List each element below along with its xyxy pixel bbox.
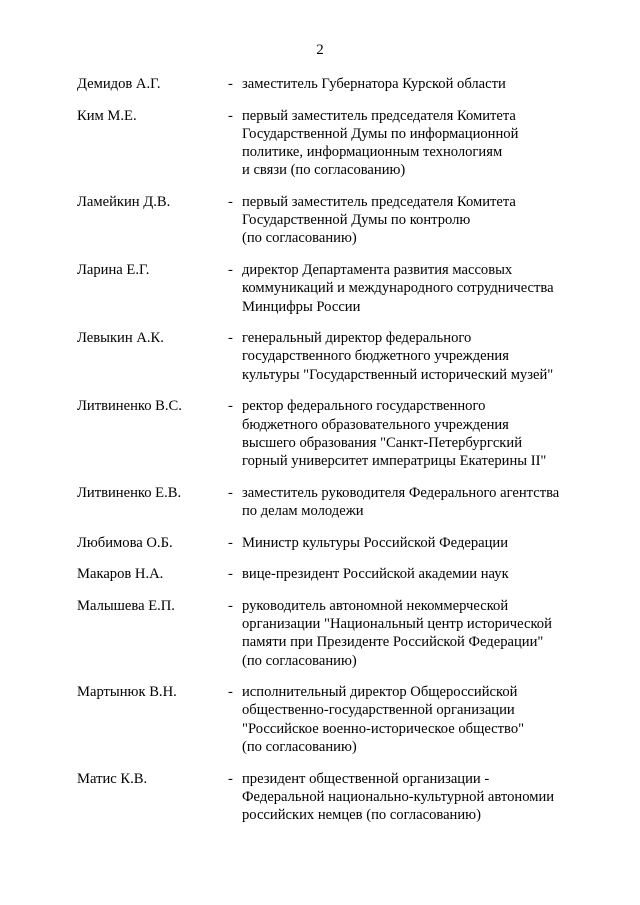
position-line: руководитель автономной некоммерческой xyxy=(242,597,509,614)
position-line: Федеральной национально-культурной автономии xyxy=(242,788,555,805)
position-line: культуры "Государственный исторический музей" xyxy=(242,366,554,383)
member-name: Макаров Н.А. xyxy=(77,566,164,583)
member-position xyxy=(242,107,587,180)
position-line: государственного бюджетного учреждения xyxy=(242,348,509,365)
position-line: бюджетного образовательного учреждения xyxy=(242,416,509,433)
list-item xyxy=(0,107,640,180)
separator-dash: - xyxy=(228,107,233,124)
position-line: коммуникаций и международного сотрудничества xyxy=(242,280,554,297)
position-line: заместитель руководителя Федерального агентства xyxy=(242,484,560,501)
list-item xyxy=(0,770,640,825)
member-position xyxy=(242,261,587,316)
position-line: первый заместитель председателя Комитета xyxy=(242,194,516,211)
member-position xyxy=(242,329,587,384)
list-item xyxy=(0,329,640,384)
member-name: Литвиненко В.С. xyxy=(77,398,182,415)
member-position xyxy=(242,565,587,583)
position-line: Министр культуры Российской Федерации xyxy=(242,534,509,551)
position-line: (по согласованию) xyxy=(242,738,357,755)
member-name: Ларина Е.Г. xyxy=(77,262,150,279)
member-name: Ким М.Е. xyxy=(77,107,137,124)
position-line: Государственной Думы по контролю xyxy=(242,212,471,229)
member-name: Демидов А.Г. xyxy=(77,76,161,92)
separator-dash: - xyxy=(228,484,233,501)
member-position xyxy=(242,683,587,756)
position-line: директор Департамента развития массовых xyxy=(242,262,513,279)
separator-dash: - xyxy=(228,262,233,279)
position-line: исполнительный директор Общероссийской xyxy=(242,684,518,701)
position-line: высшего образования "Санкт-Петербургский xyxy=(242,434,523,451)
position-line: (по согласованию) xyxy=(242,652,357,669)
separator-dash: - xyxy=(228,330,233,347)
member-list xyxy=(0,75,640,838)
position-line: вице-президент Российской академии наук xyxy=(242,566,509,583)
member-position xyxy=(242,484,587,520)
position-line: по делам молодежи xyxy=(242,502,364,519)
member-position xyxy=(242,597,587,670)
member-name: Ламейкин Д.В. xyxy=(77,194,171,211)
list-item xyxy=(0,534,640,552)
separator-dash: - xyxy=(228,76,233,92)
position-line: (по согласованию) xyxy=(242,230,357,247)
member-name: Любимова О.Б. xyxy=(77,534,173,551)
list-item xyxy=(0,75,640,93)
separator-dash: - xyxy=(228,597,233,614)
separator-dash: - xyxy=(228,194,233,211)
list-item xyxy=(0,397,640,470)
list-item xyxy=(0,484,640,520)
separator-dash: - xyxy=(228,684,233,701)
position-line: президент общественной организации - xyxy=(242,770,490,787)
position-line: Минцифры России xyxy=(242,298,361,315)
list-item xyxy=(0,597,640,670)
position-line: организации "Национальный центр исторической xyxy=(242,616,552,633)
member-position xyxy=(242,193,587,248)
separator-dash: - xyxy=(228,770,233,787)
list-item xyxy=(0,261,640,316)
position-line: генеральный директор федерального xyxy=(242,330,472,347)
member-position xyxy=(242,770,587,825)
position-line: "Российское военно-историческое общество" xyxy=(242,720,525,737)
list-item xyxy=(0,565,640,583)
member-position xyxy=(242,75,587,93)
position-line: российских немцев (по согласованию) xyxy=(242,807,481,823)
position-line: и связи (по согласованию) xyxy=(242,162,406,179)
member-name: Литвиненко Е.В. xyxy=(77,484,182,501)
member-name: Левыкин А.К. xyxy=(77,330,164,347)
position-line: политике, информационным технологиям xyxy=(242,144,503,161)
position-line: Государственной Думы по информационной xyxy=(242,125,519,142)
position-line: памяти при Президенте Российской Федерации" xyxy=(242,634,544,651)
member-position xyxy=(242,534,587,552)
list-item xyxy=(0,683,640,756)
member-name: Малышева Е.П. xyxy=(77,597,175,614)
member-position xyxy=(242,397,587,470)
list-item xyxy=(0,193,640,248)
separator-dash: - xyxy=(228,398,233,415)
separator-dash: - xyxy=(228,534,233,551)
position-line: горный университет императрицы Екатерины II" xyxy=(242,452,547,469)
member-name: Матис К.В. xyxy=(77,770,148,787)
position-line: общественно-государственной организации xyxy=(242,702,515,719)
page-number: 2 xyxy=(316,42,324,58)
separator-dash: - xyxy=(228,566,233,583)
position-line: первый заместитель председателя Комитета xyxy=(242,107,516,124)
position-line: ректор федерального государственного xyxy=(242,398,486,415)
member-name: Мартынюк В.Н. xyxy=(77,684,177,701)
position-line: заместитель Губернатора Курской области xyxy=(242,76,506,92)
